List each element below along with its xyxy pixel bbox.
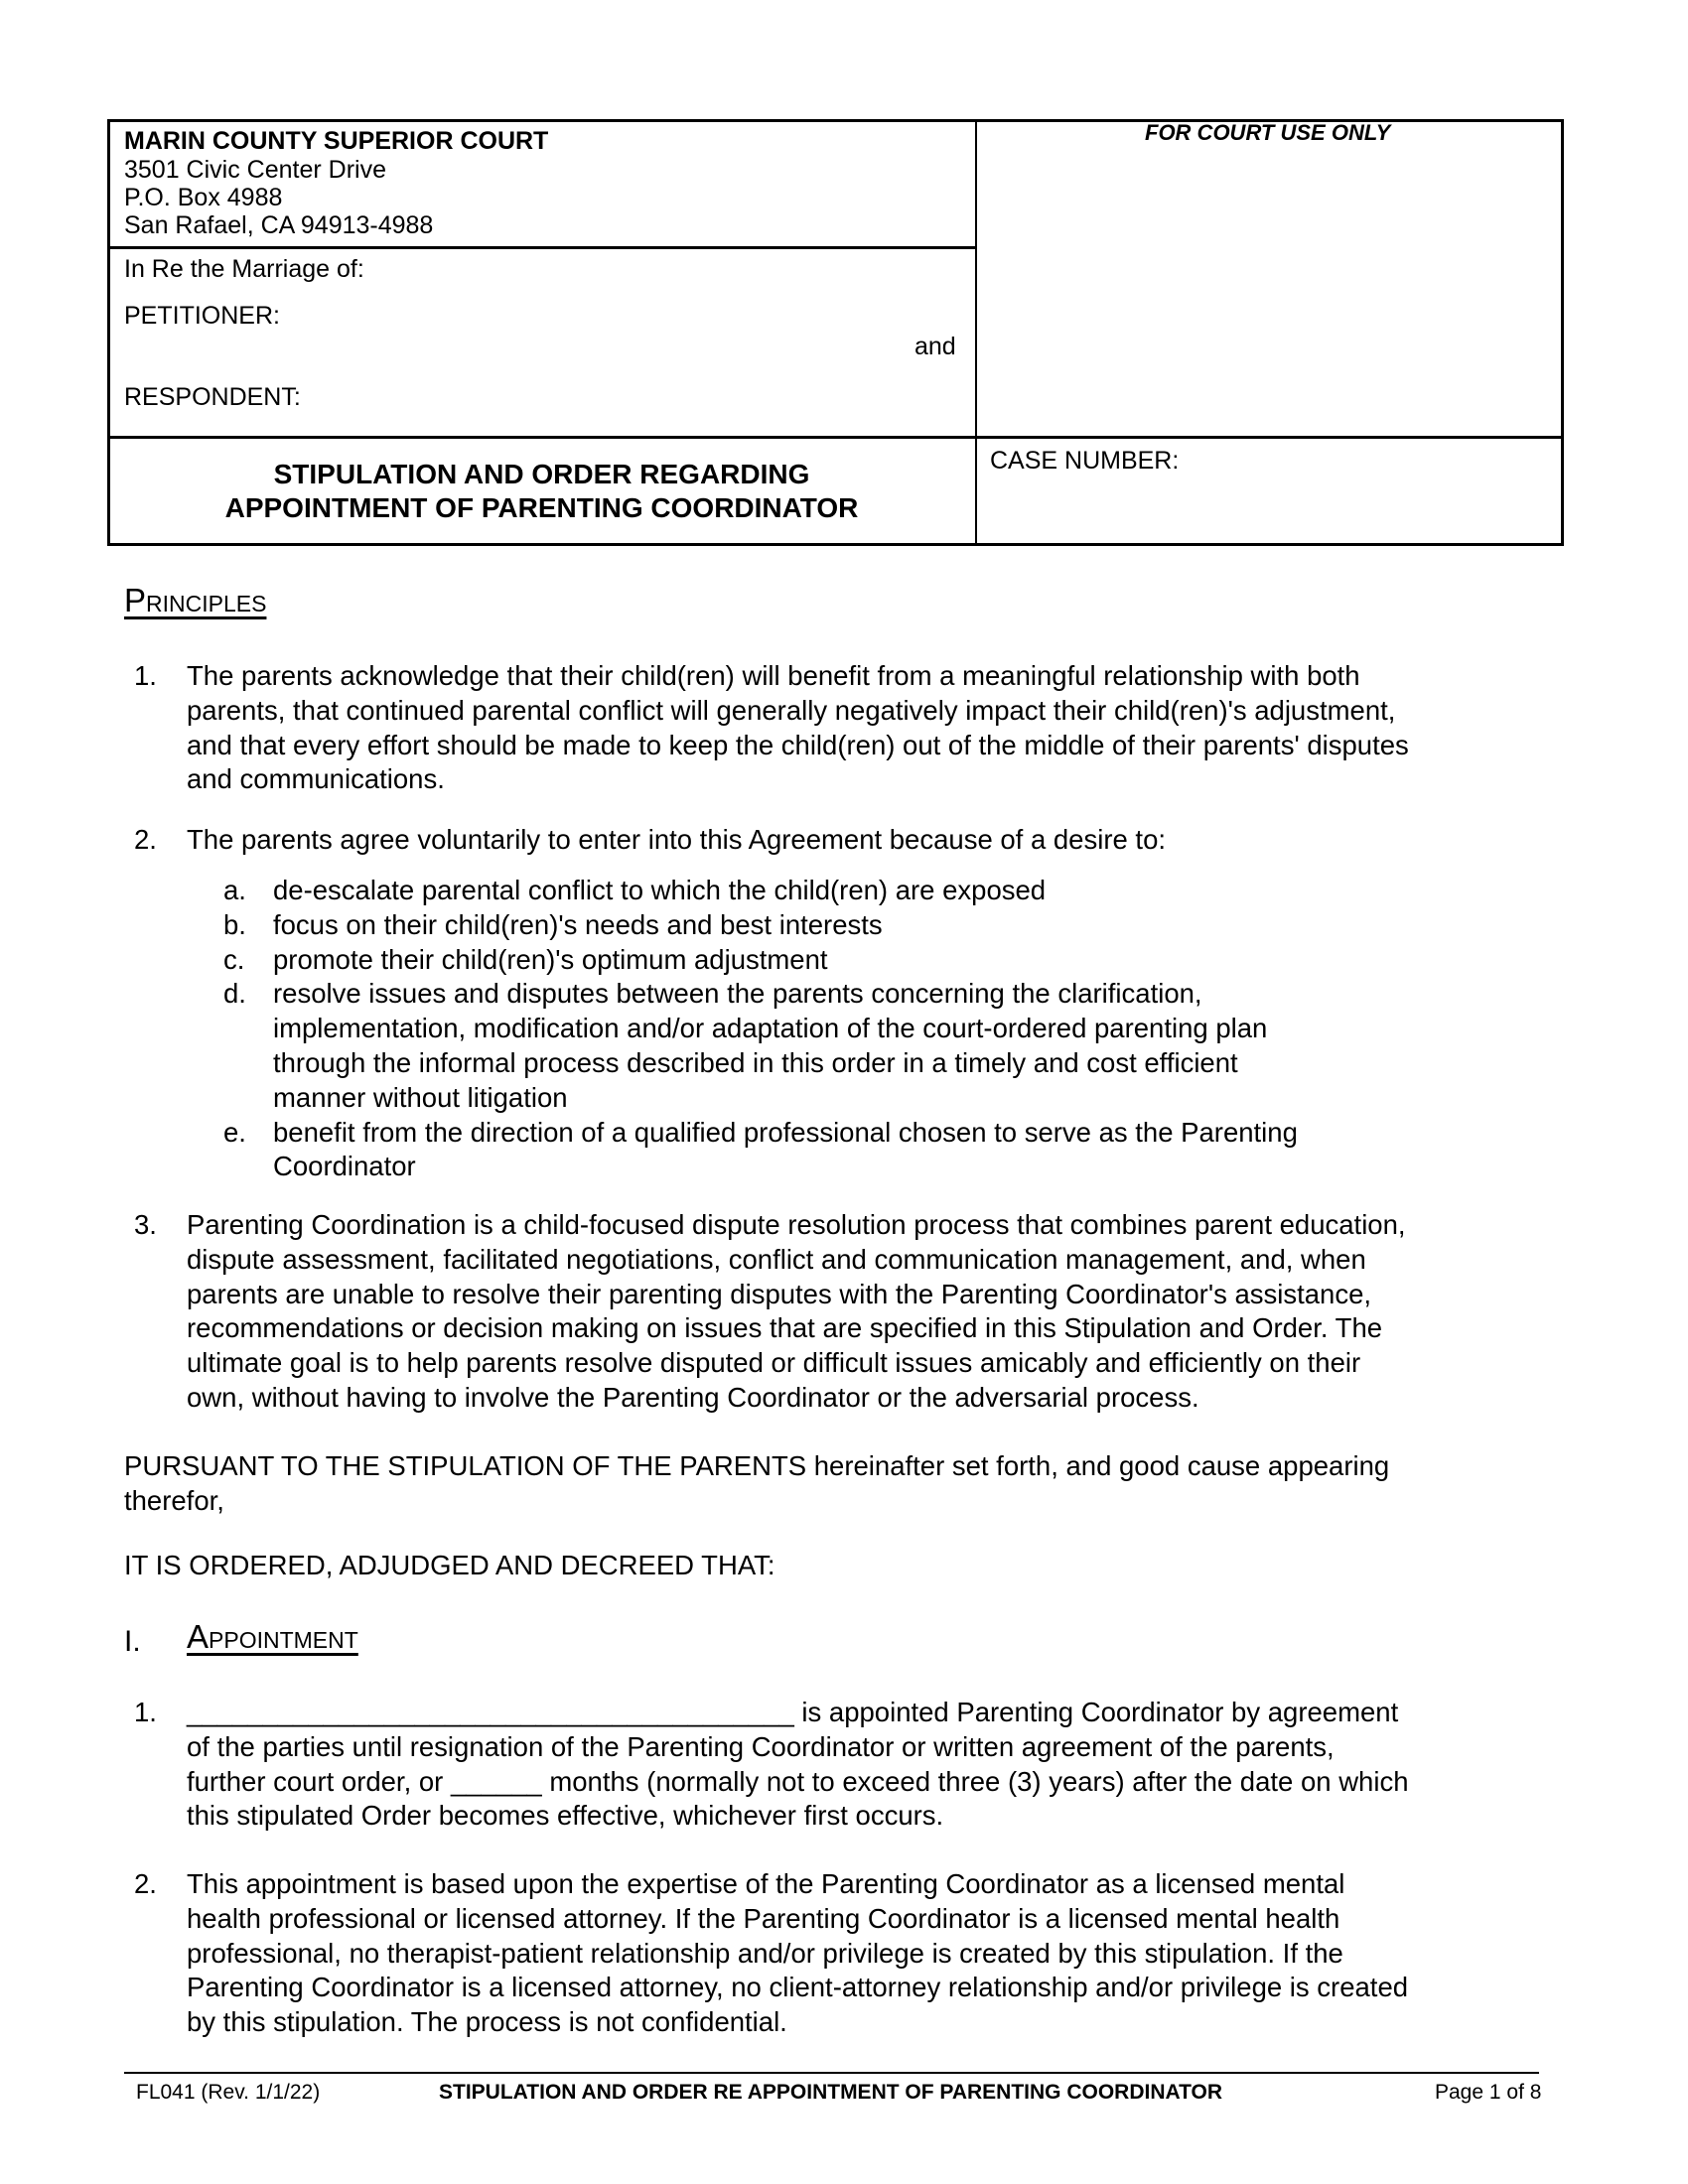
petitioner-label: PETITIONER: [124, 302, 280, 330]
item-text-line: professional, no therapist-patient relationship and/or privilege is created by this stipulation. If the [187, 1937, 1343, 1969]
respondent-label: RESPONDENT: [124, 383, 301, 411]
item-text-line: of the parties until resignation of the Parenting Coordinator or written agreement of the parents, [187, 1730, 1335, 1762]
item-number: 1. [134, 1697, 157, 1727]
item-text-line: Parenting Coordination is a child-focused dispute resolution process that combines parent education, [187, 1209, 1406, 1240]
item-text-line: parents are unable to resolve their parenting disputes with the Parenting Coordinator's assistance, [187, 1278, 1372, 1309]
sub-item-letter: d. [223, 978, 246, 1010]
caption-divider [107, 436, 1564, 439]
item-text-line: This appointment is based upon the expertise of the Parenting Coordinator as a licensed mental [187, 1868, 1345, 1899]
caption-divider [107, 246, 976, 249]
item-text-line: ultimate goal is to help parents resolve disputed or difficult issues amicably and efficiently on their [187, 1347, 1361, 1379]
case-number-label: CASE NUMBER: [990, 447, 1180, 475]
footer-rule [124, 2072, 1539, 2074]
form-title-line: STIPULATION AND ORDER REGARDING [273, 459, 810, 489]
footer-title: STIPULATION AND ORDER RE APPOINTMENT OF PARENTING COORDINATOR [439, 2081, 1223, 2104]
item-number: 2. [134, 824, 157, 855]
sub-item-letter: e. [223, 1116, 246, 1148]
court-address-line: 3501 Civic Center Drive [124, 156, 386, 184]
form-title-line: APPOINTMENT OF PARENTING COORDINATOR [224, 492, 859, 523]
item-text-line: parents, that continued parental conflict will generally negatively impact their child(ren)'s adjustment, [187, 694, 1396, 726]
item-text-line: and that every effort should be made to keep the child(ren) out of the middle of their parents' disputes [187, 729, 1409, 760]
item-number: 1. [134, 660, 157, 691]
court-use-label: FOR COURT USE ONLY [1145, 120, 1391, 145]
sub-item-text-line: implementation, modification and/or adaptation of the court-ordered parenting plan [273, 1013, 1268, 1044]
sub-item-text-line: manner without litigation [273, 1081, 568, 1113]
item-text-line: by this stipulation. The process is not confidential. [187, 2006, 787, 2038]
item-text-line: this stipulated Order becomes effective, whichever first occurs. [187, 1800, 944, 1832]
pursuant-line: PURSUANT TO THE STIPULATION OF THE PARENTS hereinafter set forth, and good cause appearing [124, 1450, 1390, 1481]
sub-item-text-line: promote their child(ren)'s optimum adjustment [273, 943, 828, 975]
item-text-line: recommendations or decision making on issues that are specified in this Stipulation and Order. The [187, 1312, 1383, 1344]
item-text-line: The parents agree voluntarily to enter into this Agreement because of a desire to: [187, 824, 1166, 855]
item-text-line: health professional or licensed attorney. If the Parenting Coordinator is a licensed mental health [187, 1902, 1340, 1934]
appointment-section-number: I. [124, 1625, 141, 1658]
in-re-label: In Re the Marriage of: [124, 255, 364, 283]
court-address-line: P.O. Box 4988 [124, 184, 283, 211]
sub-item-text-line: through the informal process described in this order in a timely and cost efficient [273, 1047, 1238, 1078]
item-text-line: Parenting Coordinator is a licensed attorney, no client-attorney relationship and/or privilege is created [187, 1972, 1409, 2003]
sub-item-text-line: benefit from the direction of a qualified professional chosen to serve as the Parenting [273, 1116, 1298, 1148]
pursuant-line: therefor, [124, 1484, 224, 1516]
sub-item-letter: a. [223, 875, 246, 905]
sub-item-text-line: de-escalate parental conflict to which the child(ren) are exposed [273, 875, 1047, 905]
item-text-line: ________________________________________ is appointed Parenting Coordinator by agreement [187, 1697, 1399, 1727]
sub-item-text-line: resolve issues and disputes between the parents concerning the clarification, [273, 978, 1202, 1010]
and-label: and [914, 333, 956, 360]
item-text-line: The parents acknowledge that their child(ren) will benefit from a meaningful relationship with both [187, 660, 1360, 691]
item-number: 2. [134, 1868, 157, 1899]
item-text-line: own, without having to involve the Parenting Coordinator or the adversarial process. [187, 1382, 1199, 1413]
item-text-line: dispute assessment, facilitated negotiations, conflict and communication management, and, when [187, 1243, 1366, 1275]
footer-page-number: Page 1 of 8 [1435, 2081, 1542, 2104]
footer-form-id: FL041 (Rev. 1/1/22) [136, 2081, 321, 2104]
appointment-heading: Appointment [187, 1618, 358, 1655]
sub-item-letter: c. [223, 943, 245, 975]
ordered-statement: IT IS ORDERED, ADJUDGED AND DECREED THAT: [124, 1550, 775, 1580]
principles-heading: Principles [124, 582, 267, 618]
sub-item-text-line: Coordinator [273, 1151, 416, 1182]
sub-item-text-line: focus on their child(ren)'s needs and best interests [273, 908, 883, 940]
court-address-line: San Rafael, CA 94913-4988 [124, 211, 434, 239]
item-text-line: further court order, or ______ months (normally not to exceed three (3) years) after the date on which [187, 1765, 1409, 1797]
court-name: MARIN COUNTY SUPERIOR COURT [124, 127, 549, 155]
item-text-line: and communications. [187, 763, 445, 795]
item-number: 3. [134, 1209, 157, 1240]
sub-item-letter: b. [223, 908, 246, 940]
